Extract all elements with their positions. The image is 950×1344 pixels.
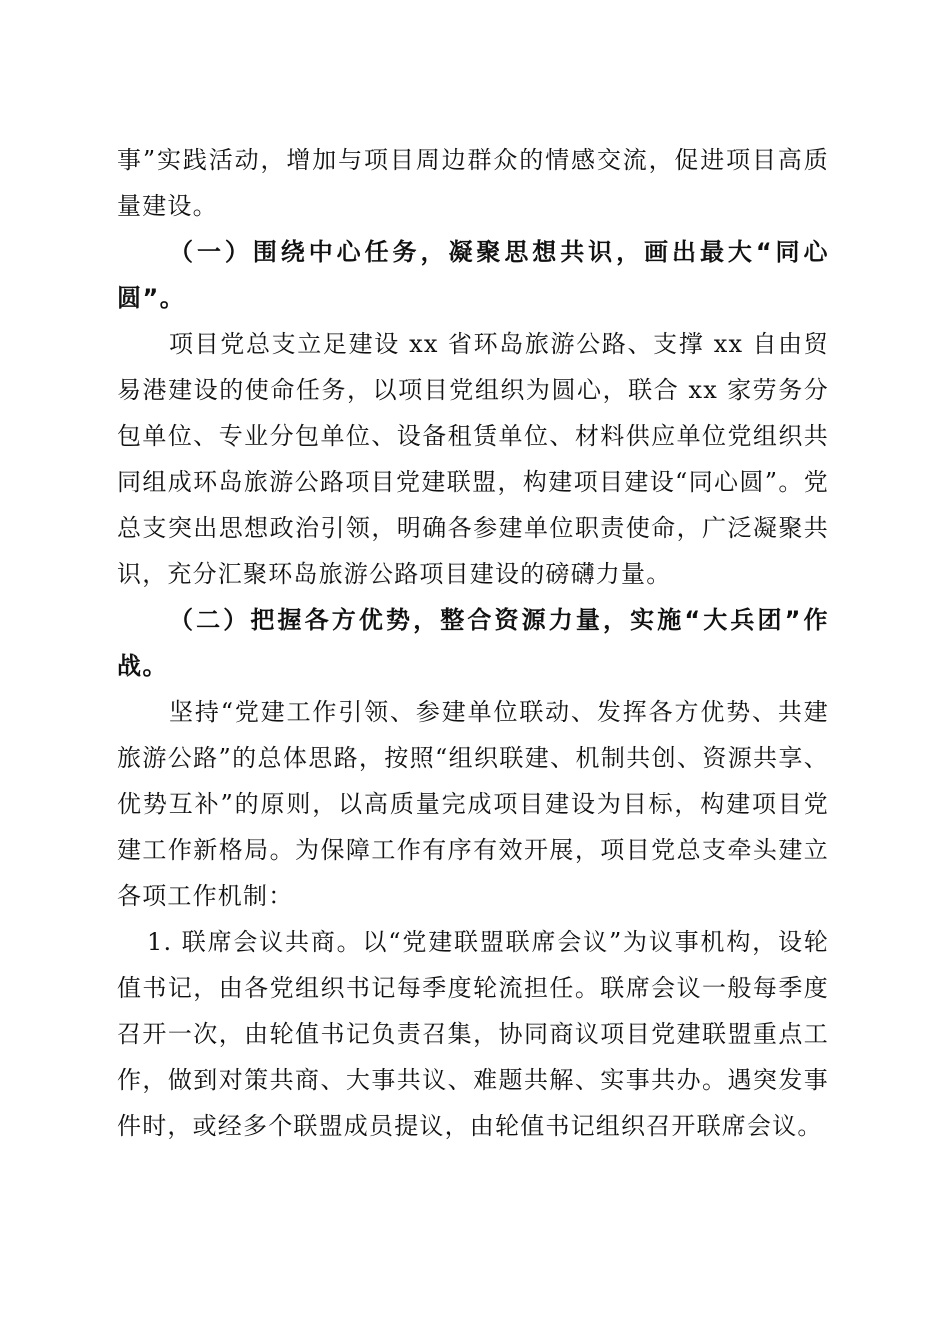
section-heading-2: （二）把握各方优势，整合资源力量，实施“大兵团”作战。 — [117, 606, 829, 680]
document-body — [117, 137, 829, 1149]
paragraph-1: 项目党总支立足建设 xx 省环岛旅游公路、支撑 xx 自由贸易港建设的使命任务，以项目党组织为圆心，联合 xx 家劳务分包单位、专业分包单位、设备租赁单位、材料供应单位党组织共同组成环岛旅游公路项目党建联盟，构建项目建设“同心圆”。党总支突出思想政治引领，明确各参建单位职责使命，广泛凝聚共识，充分汇聚环岛旅游公路项目建设的磅礴力量。 — [117, 330, 829, 588]
paragraph-continuation: 事”实践活动，增加与项目周边群众的情感交流，促进项目高质量建设。 — [117, 146, 829, 220]
paragraph-2: 坚持“党建工作引领、参建单位联动、发挥各方优势、共建旅游公路”的总体思路，按照“组织联建、机制共创、资源共享、优势互补”的原则，以高质量完成项目建设为目标，构建项目党建工作新格局。为保障工作有序有效开展，项目党总支牵头建立各项工作机制： — [117, 698, 829, 910]
section-heading-1: （一）围绕中心任务，凝聚思想共识，画出最大“同心圆”。 — [117, 238, 829, 312]
numbered-paragraph-1: 1. 联席会议共商。以“党建联盟联席会议”为议事机构，设轮值书记，由各党组织书记每季度轮流担任。联席会议一般每季度召开一次，由轮值书记负责召集，协同商议项目党建联盟重点工作，做到对策共商、大事共议、难题共解、实事共办。遇突发事件时，或经多个联盟成员提议，由轮值书记组织召开联席会议。 — [117, 928, 829, 1140]
